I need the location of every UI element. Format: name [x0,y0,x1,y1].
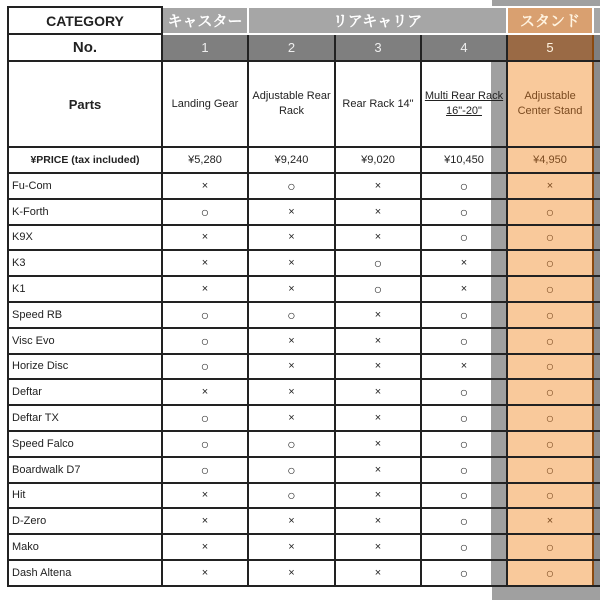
compat-mark: × [248,225,335,251]
extra-cell [593,379,600,405]
table-row [8,250,600,276]
compat-mark: × [335,457,421,483]
table-row [8,560,600,586]
table-row [8,483,600,509]
product-price: ¥4,950 [507,147,593,173]
compat-mark: ○ [335,276,421,302]
table-row [8,328,600,354]
table-row [8,534,600,560]
compat-mark: ○ [421,457,507,483]
product-price: ¥9,240 [248,147,335,173]
table-row [8,302,600,328]
product-name: Adjustable Rear Rack [248,61,335,147]
table-row [8,379,600,405]
extra-cell [593,534,600,560]
model-name: Speed Falco [8,431,162,457]
category-extra [593,7,600,34]
extra-cell [593,225,600,251]
compat-mark: ○ [421,328,507,354]
product-price: ¥10,450 [421,147,507,173]
model-name: Deftar TX [8,405,162,431]
compat-mark: ○ [162,328,248,354]
compat-mark: × [421,250,507,276]
product-name-link[interactable]: Multi Rear Rack 16"-20" [421,61,507,147]
product-name-extra [593,61,600,147]
compat-mark: × [162,276,248,302]
compat-mark: ○ [507,457,593,483]
model-name: K1 [8,276,162,302]
parts-header: Parts [8,61,162,147]
compat-mark: ○ [248,302,335,328]
model-name: Deftar [8,379,162,405]
compat-mark: ○ [507,302,593,328]
compat-mark: × [335,508,421,534]
product-price: ¥5,280 [162,147,248,173]
model-name: D-Zero [8,508,162,534]
compat-mark: × [162,173,248,199]
compat-mark: ○ [507,354,593,380]
table-row [8,225,600,251]
product-price: ¥9,020 [335,147,421,173]
compat-mark: × [248,534,335,560]
table-row [8,199,600,225]
table-row [8,431,600,457]
compat-mark: ○ [421,508,507,534]
category-stand: スタンド [507,7,593,34]
compat-mark: ○ [248,173,335,199]
extra-cell [593,405,600,431]
compat-mark: ○ [507,431,593,457]
compat-mark: ○ [162,457,248,483]
compat-mark: ○ [335,250,421,276]
compat-mark: × [335,225,421,251]
compat-mark: ○ [507,328,593,354]
product-no: 1 [162,34,248,61]
compat-mark: × [162,379,248,405]
compat-mark: ○ [248,457,335,483]
compat-mark: × [335,534,421,560]
compat-mark: × [248,328,335,354]
compat-mark: × [248,199,335,225]
product-no: 4 [421,34,507,61]
product-no: 5 [507,34,593,61]
compat-mark: × [162,483,248,509]
compat-mark: ○ [162,354,248,380]
product-price-extra [593,147,600,173]
model-name: K-Forth [8,199,162,225]
price-header: ¥PRICE (tax included) [8,147,162,173]
extra-cell [593,199,600,225]
category-header: CATEGORY [8,7,162,34]
compat-mark: × [335,354,421,380]
compatibility-table [7,6,600,587]
model-name: Hit [8,483,162,509]
compat-mark: ○ [421,199,507,225]
extra-cell [593,560,600,586]
compat-mark: × [248,354,335,380]
compat-mark: × [421,276,507,302]
compat-mark: ○ [421,379,507,405]
category-rear-carrier: リアキャリア [248,7,507,34]
product-no-extra [593,34,600,61]
compat-mark: × [162,534,248,560]
compat-mark: × [248,379,335,405]
model-name: Boardwalk D7 [8,457,162,483]
compat-mark: × [421,354,507,380]
extra-cell [593,483,600,509]
table-row [8,276,600,302]
compat-mark: × [162,250,248,276]
compat-mark: ○ [507,250,593,276]
compat-mark: ○ [162,405,248,431]
extra-cell [593,173,600,199]
extra-cell [593,354,600,380]
compat-mark: ○ [248,431,335,457]
compat-mark: ○ [507,199,593,225]
extra-cell [593,508,600,534]
table-row [8,354,600,380]
compat-mark: ○ [421,405,507,431]
extra-cell [593,431,600,457]
compat-mark: × [248,508,335,534]
compat-mark: ○ [421,173,507,199]
product-no: 2 [248,34,335,61]
compat-mark: ○ [507,276,593,302]
compat-mark: × [248,405,335,431]
product-name: Rear Rack 14" [335,61,421,147]
table-row [8,508,600,534]
compat-mark: × [335,173,421,199]
table-row [8,173,600,199]
compat-mark: × [507,508,593,534]
compat-mark: × [335,560,421,586]
compat-mark: × [335,328,421,354]
compat-mark: × [162,508,248,534]
extra-cell [593,302,600,328]
compat-mark: ○ [507,483,593,509]
compat-mark: ○ [162,302,248,328]
extra-cell [593,457,600,483]
category-caster: キャスター [162,7,248,34]
compat-mark: ○ [421,225,507,251]
compat-mark: ○ [248,483,335,509]
extra-cell [593,328,600,354]
model-name: Fu-Com [8,173,162,199]
compat-mark: ○ [507,560,593,586]
compat-mark: × [335,379,421,405]
extra-cell [593,276,600,302]
compat-mark: × [335,431,421,457]
model-name: Speed RB [8,302,162,328]
table-row [8,457,600,483]
compat-mark: × [162,560,248,586]
compat-mark: × [248,250,335,276]
compat-mark: ○ [507,405,593,431]
product-name: Landing Gear [162,61,248,147]
model-name: Horize Disc [8,354,162,380]
model-name: K9X [8,225,162,251]
product-name: Adjustable Center Stand [507,61,593,147]
extra-cell [593,250,600,276]
compat-mark: ○ [421,483,507,509]
compat-mark: ○ [421,534,507,560]
compat-mark: × [507,173,593,199]
compat-mark: ○ [162,199,248,225]
no-header: No. [8,34,162,61]
model-name: Dash Altena [8,560,162,586]
compat-mark: × [335,405,421,431]
compat-mark: ○ [421,560,507,586]
compat-mark: ○ [507,225,593,251]
model-name: K3 [8,250,162,276]
compat-mark: × [335,302,421,328]
model-name: Mako [8,534,162,560]
model-name: Visc Evo [8,328,162,354]
table-row [8,405,600,431]
compat-mark: ○ [421,302,507,328]
compat-mark: × [162,225,248,251]
product-no: 3 [335,34,421,61]
compat-mark: × [335,199,421,225]
compat-mark: × [248,560,335,586]
compat-mark: ○ [162,431,248,457]
compat-mark: × [335,483,421,509]
compat-mark: ○ [507,379,593,405]
compat-mark: × [248,276,335,302]
compat-mark: ○ [421,431,507,457]
compat-mark: ○ [507,534,593,560]
